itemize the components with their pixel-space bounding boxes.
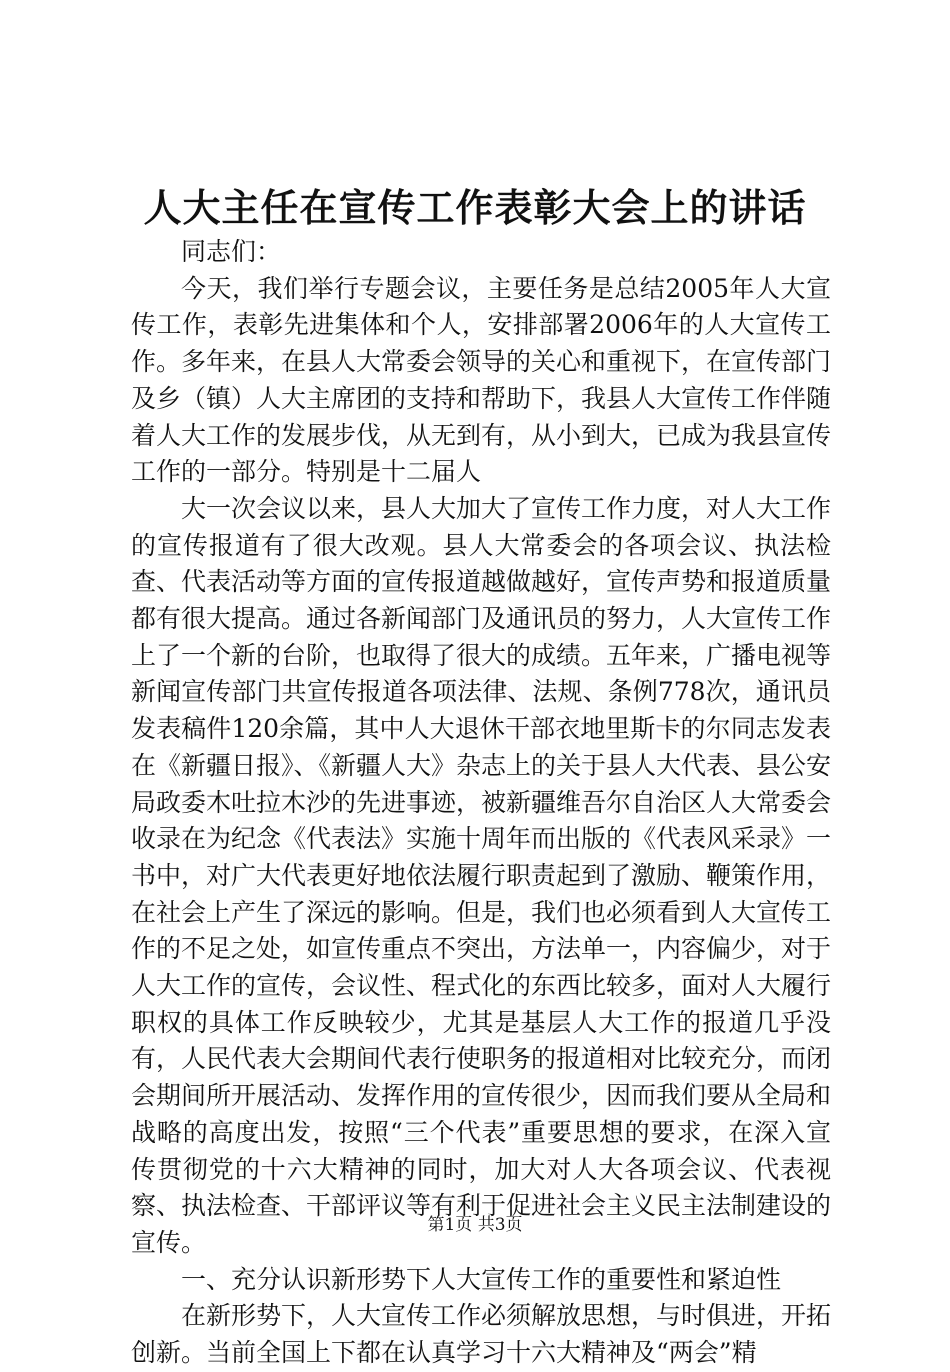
paragraph: 在新形势下，人大宣传工作必须解放思想，与时俱进，开拓创新。当前全国上下都在认真学习十六大精神及“两会”精 bbox=[131, 1301, 832, 1368]
paragraph: 今天，我们举行专题会议，主要任务是总结2005年人大宣传工作，表彰先进集体和个人，安排部署2006年的人大宣传工作。多年来，在县人大常委会领导的关心和重视下，在宣传部门及乡（镇）人大主席团的支持和帮助下，我县人大宣传工作伴随着人大工作的发展步伐，从无到有，从小到大，已成为我县宣传工作的一部分。特别是十二届人 bbox=[131, 273, 832, 487]
document-body bbox=[131, 234, 831, 1372]
paragraph-salutation: 同志们： bbox=[181, 237, 282, 266]
section-heading: 一、充分认识新形势下人大宣传工作的重要性和紧迫性 bbox=[181, 1264, 782, 1294]
document-title: 人大主任在宣传工作表彰大会上的讲话 bbox=[143, 185, 807, 230]
paragraph: 大一次会议以来，县人大加大了宣传工作力度，对人大工作的宣传报道有了很大改观。县人大常委会的各项会议、执法检查、代表活动等方面的宣传报道越做越好，宣传声势和报道质量都有很大提高。通过各新闻部门及通讯员的努力，人大宣传工作上了一个新的台阶，也取得了很大的成绩。五年来，广播电视等新闻宣传部门共宣传报道各项法律、法规、条例778次，通讯员发表稿件120余篇，其中人大退休干部衣地里斯卡的尔同志发表在《新疆日报》、《新疆人大》杂志上的关于县人大代表、县公安局政委木吐拉木沙的先进事迹，被新疆维吾尔自治区人大常委会收录在为纪念《代表法》实施十周年而出版的《代表风采录》一书中，对广大代表更好地依法履行职责起到了激励、鞭策作用，在社会上产生了深远的影响。但是，我们也必须看到人大宣传工作的不足之处，如宣传重点不突出，方法单一，内容偏少，对于人大工作的宣传，会议性、程式化的东西比较多，面对人大履行职权的具体工作反映较少，尤其是基层人大工作的报道几乎没有，人民代表大会期间代表行使职务的报道相对比较充分，而闭会期间所开展活动、发挥作用的宣传很少，因而我们要从全局和战略的高度出发，按照“三个代表”重要思想的要求，在深入宣传贯彻党的十六大精神的同时，加大对人大各项会议、代表视察、执法检查、干部评议等有利于促进社会主义民主法制建设的宣传。 bbox=[131, 493, 832, 1257]
page-footer: 第1页 共3页 bbox=[427, 1215, 523, 1235]
